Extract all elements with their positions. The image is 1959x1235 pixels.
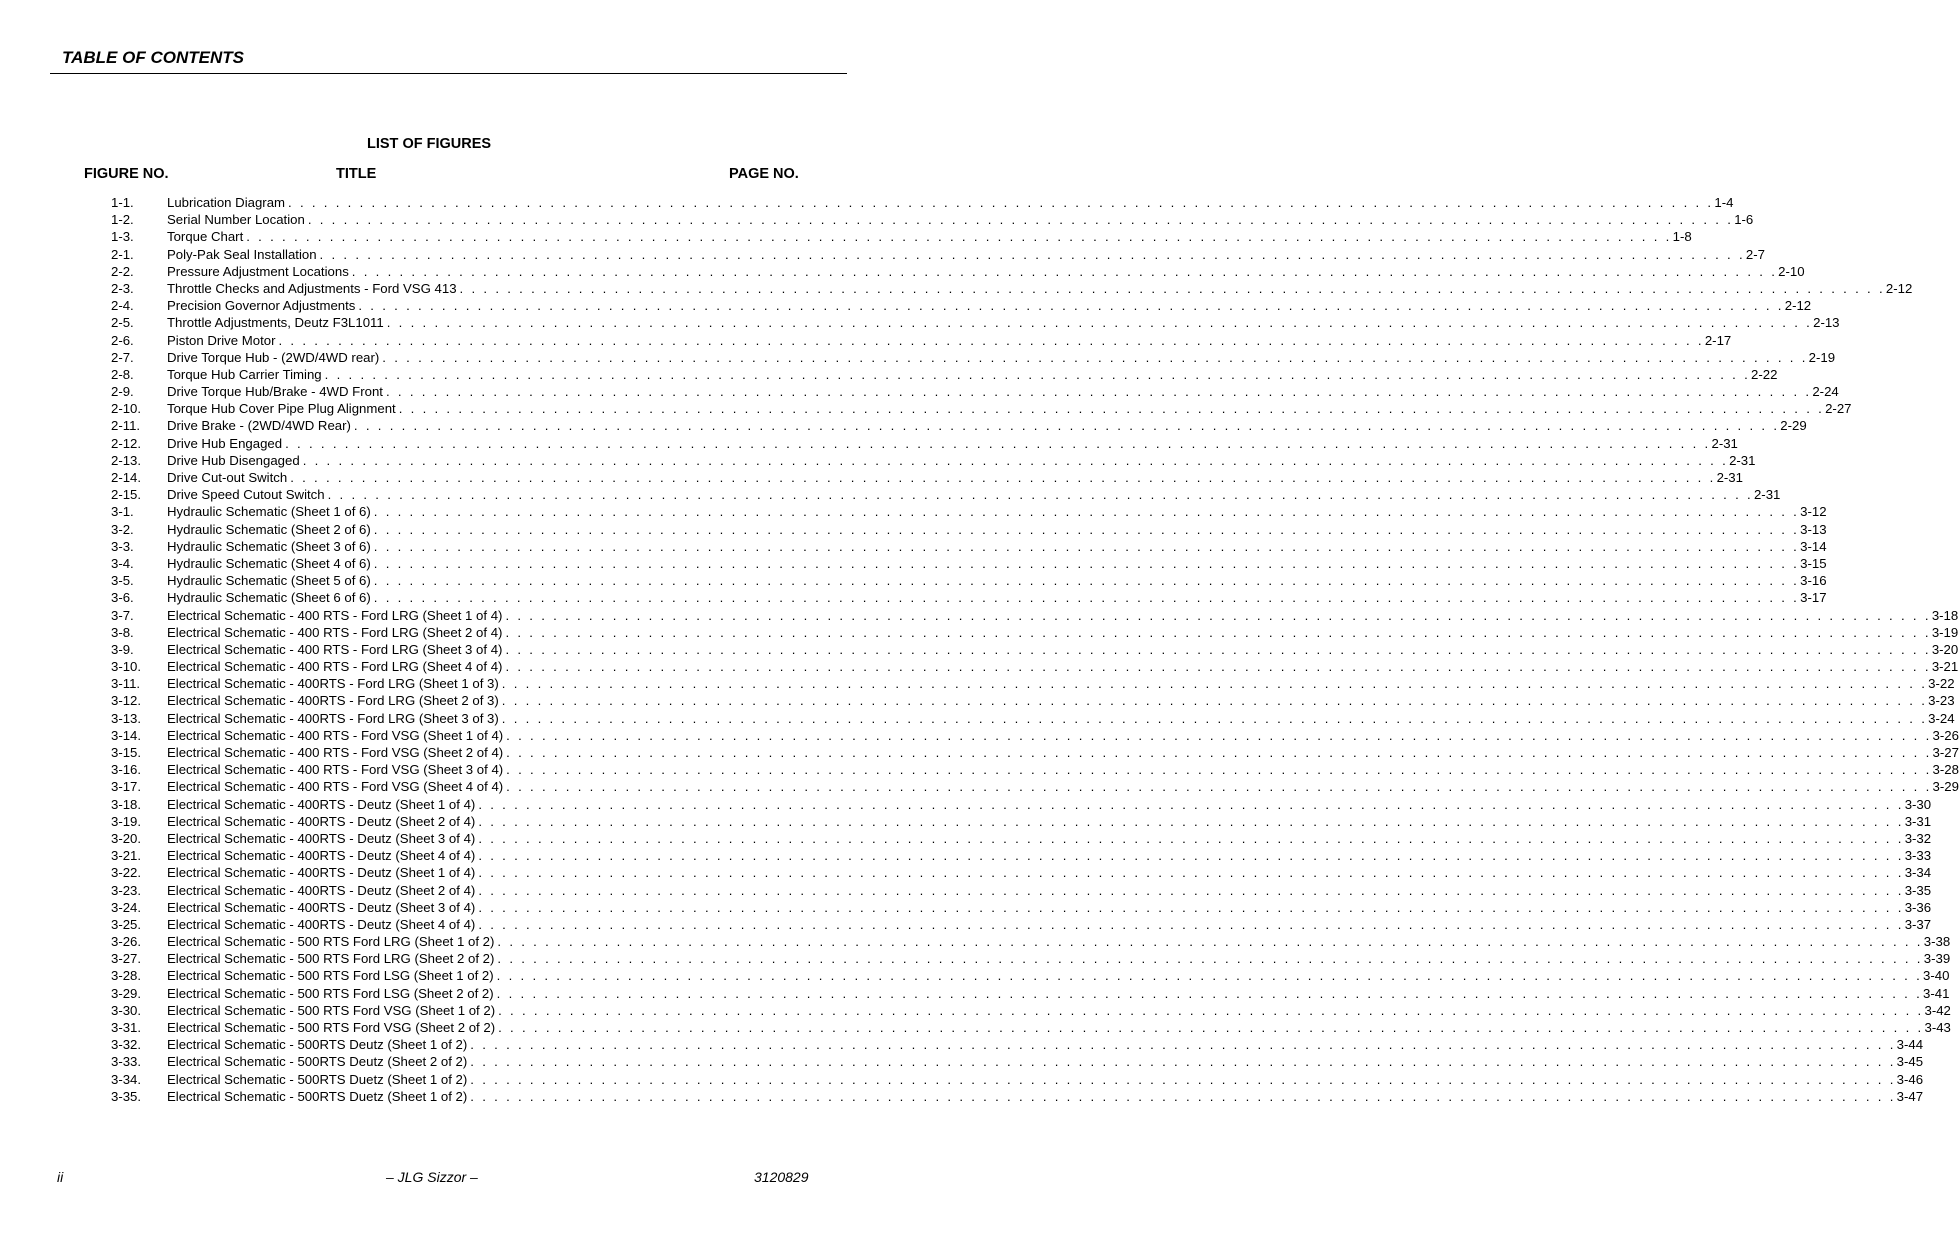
figure-title: Electrical Schematic - 500RTS Duetz (Sheet 1 of 2) xyxy=(167,1071,468,1087)
figure-title: Electrical Schematic - 400RTS - Deutz (Sheet 3 of 4) xyxy=(167,830,476,846)
list-item xyxy=(111,366,1778,383)
figure-number: 3-5. xyxy=(111,573,134,589)
figure-title: Electrical Schematic - 400RTS - Deutz (Sheet 4 of 4) xyxy=(167,916,476,932)
list-item xyxy=(111,486,1781,503)
dot-leader: . . . . . . . . . . . . . . . . . . . . . . . . . . . . . . . . . . . . . . . . . . . . . . . . . . . . . . . . . . . . . . . . . . . . . . . . . . . . . . . . . . . . . . . . . . . . . . . . . . . . . . . . . . . . . . . . . . . . . . . . xyxy=(288,195,1714,210)
figure-number: 2-12. xyxy=(111,435,142,451)
dot-leader: . . . . . . . . . . . . . . . . . . . . . . . . . . . . . . . . . . . . . . . . . . . . . . . . . . . . . . . . . . . . . . . . . . . . . . . . . . . . . . . . . . . . . . . . . . . . . . . . . . . . . . . . . . . . . . . . . . . . . . . . xyxy=(459,280,1885,296)
page-number: 3-23 xyxy=(1928,693,1955,709)
list-item xyxy=(111,538,1827,555)
dot-leader: . . . . . . . . . . . . . . . . . . . . . . . . . . . . . . . . . . . . . . . . . . . . . . . . . . . . . . . . . . . . . . . . . . . . . . . . . . . . . . . . . . . . . . . . . . . . . . . . . . . . . . . . . . . . . . . . . . . . . . . . xyxy=(506,745,1932,760)
page-number: 2-24 xyxy=(1812,384,1839,400)
dot-leader: . . . . . . . . . . . . . . . . . . . . . . . . . . . . . . . . . . . . . . . . . . . . . . . . . . . . . . . . . . . . . . . . . . . . . . . . . . . . . . . . . . . . . . . . . . . . . . . . . . . . . . . . . . . . . . . . . . . . . . . . xyxy=(470,1088,1896,1104)
page-number: 3-43 xyxy=(1924,1020,1951,1035)
dot-leader: . . . . . . . . . . . . . . . . . . . . . . . . . . . . . . . . . . . . . . . . . . . . . . . . . . . . . . . . . . . . . . . . . . . . . . . . . . . . . . . . . . . . . . . . . . . . . . . . . . . . . . . . . . . . . . . . . . . . . . . . xyxy=(324,366,1751,382)
page-number: 2-10 xyxy=(1778,263,1805,279)
figure-title: Electrical Schematic - 500RTS Deutz (Sheet 2 of 2) xyxy=(167,1054,468,1070)
list-title: LIST OF FIGURES xyxy=(367,136,492,152)
list-item xyxy=(111,658,1959,675)
figure-title: Electrical Schematic - 400RTS - Deutz (Sheet 2 of 4) xyxy=(167,813,476,829)
page-number: 3-24 xyxy=(1928,710,1955,726)
list-item xyxy=(111,813,1932,830)
page-number: 3-42 xyxy=(1924,1002,1951,1018)
footer-page-number: ii xyxy=(57,1169,64,1185)
dot-leader: . . . . . . . . . . . . . . . . . . . . . . . . . . . . . . . . . . . . . . . . . . . . . . . . . . . . . . . . . . . . . . . . . . . . . . . . . . . . . . . . . . . . . . . . . . . . . . . . . . . . . . . . . . . . . . . . . . . . . . . . xyxy=(497,934,1923,950)
list-item xyxy=(111,246,1765,263)
dot-leader: . . . . . . . . . . . . . . . . . . . . . . . . . . . . . . . . . . . . . . . . . . . . . . . . . . . . . . . . . . . . . . . . . . . . . . . . . . . . . . . . . . . . . . . . . . . . . . . . . . . . . . . . . . . . . . . . . . . . . . . . xyxy=(496,968,1923,984)
figure-title: Hydraulic Schematic (Sheet 3 of 6) xyxy=(167,538,371,554)
figure-title: Hydraulic Schematic (Sheet 4 of 6) xyxy=(167,555,371,571)
dot-leader: . . . . . . . . . . . . . . . . . . . . . . . . . . . . . . . . . . . . . . . . . . . . . . . . . . . . . . . . . . . . . . . . . . . . . . . . . . . . . . . . . . . . . . . . . . . . . . . . . . . . . . . . . . . . . . . . . . . . . . . . xyxy=(505,607,1931,623)
figure-title: Electrical Schematic - 400 RTS - Ford LRG (Sheet 3 of 4) xyxy=(167,641,503,657)
figure-number: 3-30. xyxy=(111,1002,142,1018)
list-item xyxy=(111,572,1827,589)
page-number: 3-21 xyxy=(1931,659,1959,675)
figure-number: 3-3. xyxy=(111,538,134,554)
page-number: 2-22 xyxy=(1751,366,1778,382)
page-number: 3-31 xyxy=(1904,813,1932,829)
dot-leader: . . . . . . . . . . . . . . . . . . . . . . . . . . . . . . . . . . . . . . . . . . . . . . . . . . . . . . . . . . . . . . . . . . . . . . . . . . . . . . . . . . . . . . . . . . . . . . . . . . . . . . . . . . . . . . . . . . . . . . . . xyxy=(373,521,1800,537)
figure-title: Throttle Adjustments, Deutz F3L1011 xyxy=(167,315,384,331)
figure-title: Electrical Schematic - 400 RTS - Ford VSG (Sheet 1 of 4) xyxy=(167,727,504,743)
dot-leader: . . . . . . . . . . . . . . . . . . . . . . . . . . . . . . . . . . . . . . . . . . . . . . . . . . . . . . . . . . . . . . . . . . . . . . . . . . . . . . . . . . . . . . . . . . . . . . . . . . . . . . . . . . . . . . . . . . . . . . . . xyxy=(498,1020,1924,1035)
list-item xyxy=(111,641,1959,658)
dot-leader: . . . . . . . . . . . . . . . . . . . . . . . . . . . . . . . . . . . . . . . . . . . . . . . . . . . . . . . . . . . . . . . . . . . . . . . . . . . . . . . . . . . . . . . . . . . . . . . . . . . . . . . . . . . . . . . . . . . . . . . . xyxy=(505,659,1931,675)
figure-number: 3-27. xyxy=(111,951,142,967)
list-item xyxy=(111,916,1932,933)
list-item xyxy=(111,692,1955,709)
dot-leader: . . . . . . . . . . . . . . . . . . . . . . . . . . . . . . . . . . . . . . . . . . . . . . . . . . . . . . . . . . . . . . . . . . . . . . . . . . . . . . . . . . . . . . . . . . . . . . . . . . . . . . . . . . . . . . . . . . . . . . . . xyxy=(386,315,1813,331)
list-item xyxy=(111,332,1732,349)
figure-title: Hydraulic Schematic (Sheet 5 of 6) xyxy=(167,573,371,589)
list-item xyxy=(111,830,1932,847)
figure-number: 3-28. xyxy=(111,968,142,984)
list-item xyxy=(111,452,1756,469)
dot-leader: . . . . . . . . . . . . . . . . . . . . . . . . . . . . . . . . . . . . . . . . . . . . . . . . . . . . . . . . . . . . . . . . . . . . . . . . . . . . . . . . . . . . . . . . . . . . . . . . . . . . . . . . . . . . . . . . . . . . . . . . xyxy=(373,538,1800,554)
figure-number: 3-22. xyxy=(111,865,142,881)
figure-title: Electrical Schematic - 500 RTS Ford LSG (Sheet 1 of 2) xyxy=(167,968,494,984)
page-number: 2-27 xyxy=(1825,401,1852,417)
dot-leader: . . . . . . . . . . . . . . . . . . . . . . . . . . . . . . . . . . . . . . . . . . . . . . . . . . . . . . . . . . . . . . . . . . . . . . . . . . . . . . . . . . . . . . . . . . . . . . . . . . . . . . . . . . . . . . . . . . . . . . . . xyxy=(478,848,1904,864)
list-item xyxy=(111,521,1827,538)
list-item xyxy=(111,727,1959,744)
figure-number: 1-3. xyxy=(111,229,134,245)
figure-title: Hydraulic Schematic (Sheet 6 of 6) xyxy=(167,590,371,606)
list-item xyxy=(111,589,1827,606)
dot-leader: . . . . . . . . . . . . . . . . . . . . . . . . . . . . . . . . . . . . . . . . . . . . . . . . . . . . . . . . . . . . . . . . . . . . . . . . . . . . . . . . . . . . . . . . . . . . . . . . . . . . . . . . . . . . . . . . . . . . . . . . xyxy=(373,590,1800,606)
figure-title: Electrical Schematic - 400 RTS - Ford LRG (Sheet 1 of 4) xyxy=(167,607,503,623)
figure-number: 2-10. xyxy=(111,401,142,417)
figure-number: 2-3. xyxy=(111,280,134,296)
figure-title: Torque Hub Carrier Timing xyxy=(167,366,322,382)
list-item xyxy=(111,469,1743,486)
list-item xyxy=(111,211,1754,228)
figure-title: Electrical Schematic - 400RTS - Ford LRG (Sheet 3 of 3) xyxy=(167,710,499,726)
page-number: 3-27 xyxy=(1932,745,1959,760)
figure-title: Torque Hub Cover Pipe Plug Alignment xyxy=(167,401,396,417)
figure-number: 3-12. xyxy=(111,693,142,709)
dot-leader: . . . . . . . . . . . . . . . . . . . . . . . . . . . . . . . . . . . . . . . . . . . . . . . . . . . . . . . . . . . . . . . . . . . . . . . . . . . . . . . . . . . . . . . . . . . . . . . . . . . . . . . . . . . . . . . . . . . . . . . . xyxy=(496,985,1923,1001)
list-item xyxy=(111,417,1807,434)
figure-title: Drive Brake - (2WD/4WD Rear) xyxy=(167,418,351,434)
figure-title: Serial Number Location xyxy=(167,212,305,228)
dot-leader: . . . . . . . . . . . . . . . . . . . . . . . . . . . . . . . . . . . . . . . . . . . . . . . . . . . . . . . . . . . . . . . . . . . . . . . . . . . . . . . . . . . . . . . . . . . . . . . . . . . . . . . . . . . . . . . . . . . . . . . . xyxy=(501,693,1928,709)
dot-leader: . . . . . . . . . . . . . . . . . . . . . . . . . . . . . . . . . . . . . . . . . . . . . . . . . . . . . . . . . . . . . . . . . . . . . . . . . . . . . . . . . . . . . . . . . . . . . . . . . . . . . . . . . . . . . . . . . . . . . . . . xyxy=(290,470,1716,485)
list-item xyxy=(111,280,1913,297)
figure-title: Electrical Schematic - 500 RTS Ford LRG (Sheet 1 of 2) xyxy=(167,934,495,950)
figure-number: 2-7. xyxy=(111,349,134,365)
dot-leader: . . . . . . . . . . . . . . . . . . . . . . . . . . . . . . . . . . . . . . . . . . . . . . . . . . . . . . . . . . . . . . . . . . . . . . . . . . . . . . . . . . . . . . . . . . . . . . . . . . . . . . . . . . . . . . . . . . . . . . . . xyxy=(470,1071,1896,1087)
dot-leader: . . . . . . . . . . . . . . . . . . . . . . . . . . . . . . . . . . . . . . . . . . . . . . . . . . . . . . . . . . . . . . . . . . . . . . . . . . . . . . . . . . . . . . . . . . . . . . . . . . . . . . . . . . . . . . . . . . . . . . . . xyxy=(498,1002,1924,1018)
figure-title: Drive Cut-out Switch xyxy=(167,470,288,485)
page-number: 3-13 xyxy=(1800,521,1827,537)
list-item xyxy=(111,194,1734,211)
dot-leader: . . . . . . . . . . . . . . . . . . . . . . . . . . . . . . . . . . . . . . . . . . . . . . . . . . . . . . . . . . . . . . . . . . . . . . . . . . . . . . . . . . . . . . . . . . . . . . . . . . . . . . . . . . . . . . . . . . . . . . . . xyxy=(278,332,1704,348)
list-item xyxy=(111,744,1959,761)
dot-leader: . . . . . . . . . . . . . . . . . . . . . . . . . . . . . . . . . . . . . . . . . . . . . . . . . . . . . . . . . . . . . . . . . . . . . . . . . . . . . . . . . . . . . . . . . . . . . . . . . . . . . . . . . . . . . . . . . . . . . . . . xyxy=(319,246,1745,262)
figure-title: Electrical Schematic - 400 RTS - Ford VSG (Sheet 2 of 4) xyxy=(167,745,504,760)
figure-number: 2-9. xyxy=(111,384,134,400)
list-item xyxy=(111,899,1932,916)
dot-leader: . . . . . . . . . . . . . . . . . . . . . . . . . . . . . . . . . . . . . . . . . . . . . . . . . . . . . . . . . . . . . . . . . . . . . . . . . . . . . . . . . . . . . . . . . . . . . . . . . . . . . . . . . . . . . . . . . . . . . . . . xyxy=(373,504,1800,520)
list-item xyxy=(111,675,1955,692)
list-item xyxy=(111,882,1932,899)
page-number: 3-44 xyxy=(1896,1037,1924,1053)
page-number: 2-12 xyxy=(1885,280,1913,296)
figure-title: Electrical Schematic - 500 RTS Ford VSG (Sheet 2 of 2) xyxy=(167,1020,496,1035)
page-number: 2-31 xyxy=(1716,470,1743,485)
list-item xyxy=(111,847,1932,864)
list-item xyxy=(111,933,1951,950)
page-header-title: TABLE OF CONTENTS xyxy=(62,48,244,67)
figure-number: 3-23. xyxy=(111,882,142,898)
column-header-title: TITLE xyxy=(336,166,377,182)
page-number: 3-16 xyxy=(1800,573,1827,589)
dot-leader: . . . . . . . . . . . . . . . . . . . . . . . . . . . . . . . . . . . . . . . . . . . . . . . . . . . . . . . . . . . . . . . . . . . . . . . . . . . . . . . . . . . . . . . . . . . . . . . . . . . . . . . . . . . . . . . . . . . . . . . . xyxy=(478,830,1904,846)
list-item xyxy=(111,555,1827,572)
list-item xyxy=(111,778,1959,795)
figure-number: 3-33. xyxy=(111,1054,142,1070)
list-item xyxy=(111,864,1932,881)
figure-number: 3-14. xyxy=(111,727,142,743)
figure-list xyxy=(111,194,1959,1105)
figure-number: 2-13. xyxy=(111,452,142,468)
page-number: 3-38 xyxy=(1923,934,1951,950)
figure-number: 3-13. xyxy=(111,710,142,726)
figure-number: 3-6. xyxy=(111,590,134,606)
page-number: 1-4 xyxy=(1714,195,1734,210)
dot-leader: . . . . . . . . . . . . . . . . . . . . . . . . . . . . . . . . . . . . . . . . . . . . . . . . . . . . . . . . . . . . . . . . . . . . . . . . . . . . . . . . . . . . . . . . . . . . . . . . . . . . . . . . . . . . . . . . . . . . . . . . xyxy=(478,865,1904,881)
page-number: 2-13 xyxy=(1813,315,1840,331)
dot-leader: . . . . . . . . . . . . . . . . . . . . . . . . . . . . . . . . . . . . . . . . . . . . . . . . . . . . . . . . . . . . . . . . . . . . . . . . . . . . . . . . . . . . . . . . . . . . . . . . . . . . . . . . . . . . . . . . . . . . . . . . xyxy=(501,676,1928,692)
figure-title: Electrical Schematic - 400RTS - Deutz (Sheet 1 of 4) xyxy=(167,865,476,881)
list-item xyxy=(111,1002,1951,1019)
page-number: 3-19 xyxy=(1931,624,1959,640)
figure-title: Electrical Schematic - 400 RTS - Ford VSG (Sheet 4 of 4) xyxy=(167,779,504,795)
dot-leader: . . . . . . . . . . . . . . . . . . . . . . . . . . . . . . . . . . . . . . . . . . . . . . . . . . . . . . . . . . . . . . . . . . . . . . . . . . . . . . . . . . . . . . . . . . . . . . . . . . . . . . . . . . . . . . . . . . . . . . . . xyxy=(506,779,1932,795)
list-item xyxy=(111,967,1950,984)
figure-number: 3-32. xyxy=(111,1037,142,1053)
page-number: 2-7 xyxy=(1745,246,1765,262)
page-number: 3-45 xyxy=(1896,1054,1924,1070)
list-item xyxy=(111,1036,1924,1053)
dot-leader: . . . . . . . . . . . . . . . . . . . . . . . . . . . . . . . . . . . . . . . . . . . . . . . . . . . . . . . . . . . . . . . . . . . . . . . . . . . . . . . . . . . . . . . . . . . . . . . . . . . . . . . . . . . . . . . . . . . . . . . . xyxy=(501,710,1928,726)
page-number: 2-31 xyxy=(1753,487,1781,503)
figure-title: Lubrication Diagram xyxy=(167,195,286,210)
list-item xyxy=(111,796,1932,813)
list-item xyxy=(111,950,1951,967)
figure-number: 2-14. xyxy=(111,470,142,485)
list-item xyxy=(111,607,1959,624)
figure-title: Electrical Schematic - 500 RTS Ford VSG (Sheet 1 of 2) xyxy=(167,1002,496,1018)
list-item xyxy=(111,349,1836,366)
dot-leader: . . . . . . . . . . . . . . . . . . . . . . . . . . . . . . . . . . . . . . . . . . . . . . . . . . . . . . . . . . . . . . . . . . . . . . . . . . . . . . . . . . . . . . . . . . . . . . . . . . . . . . . . . . . . . . . . . . . . . . . . xyxy=(505,624,1931,640)
page-number: 3-46 xyxy=(1896,1071,1924,1087)
figure-number: 3-31. xyxy=(111,1020,142,1035)
figure-number: 3-11. xyxy=(111,676,141,692)
dot-leader: . . . . . . . . . . . . . . . . . . . . . . . . . . . . . . . . . . . . . . . . . . . . . . . . . . . . . . . . . . . . . . . . . . . . . . . . . . . . . . . . . . . . . . . . . . . . . . . . . . . . . . . . . . . . . . . . . . . . . . . . xyxy=(478,899,1904,915)
page-number: 1-8 xyxy=(1672,229,1692,245)
dot-leader: . . . . . . . . . . . . . . . . . . . . . . . . . . . . . . . . . . . . . . . . . . . . . . . . . . . . . . . . . . . . . . . . . . . . . . . . . . . . . . . . . . . . . . . . . . . . . . . . . . . . . . . . . . . . . . . . . . . . . . . . xyxy=(327,487,1753,503)
figure-title: Electrical Schematic - 400 RTS - Ford LRG (Sheet 4 of 4) xyxy=(167,659,503,675)
list-item xyxy=(111,383,1839,400)
page-number: 3-36 xyxy=(1904,899,1932,915)
page-number: 3-40 xyxy=(1923,968,1950,984)
page-number: 3-22 xyxy=(1928,676,1955,692)
page-number: 3-18 xyxy=(1931,607,1959,623)
dot-leader: . . . . . . . . . . . . . . . . . . . . . . . . . . . . . . . . . . . . . . . . . . . . . . . . . . . . . . . . . . . . . . . . . . . . . . . . . . . . . . . . . . . . . . . . . . . . . . . . . . . . . . . . . . . . . . . . . . . . . . . . xyxy=(478,813,1904,829)
page-number: 2-31 xyxy=(1729,452,1756,468)
figure-title: Electrical Schematic - 500 RTS Ford LRG (Sheet 2 of 2) xyxy=(167,951,495,967)
list-item xyxy=(111,297,1812,314)
figure-number: 3-8. xyxy=(111,624,134,640)
list-item xyxy=(111,1088,1924,1105)
footer-document-number: 3120829 xyxy=(754,1169,809,1185)
page-number: 3-39 xyxy=(1923,951,1951,967)
figure-number: 2-4. xyxy=(111,298,134,314)
figure-number: 2-8. xyxy=(111,366,134,382)
figure-title: Electrical Schematic - 400 RTS - Ford VSG (Sheet 3 of 4) xyxy=(167,762,504,778)
page-number: 2-17 xyxy=(1704,332,1732,348)
figure-number: 3-7. xyxy=(111,607,134,623)
page-number: 3-33 xyxy=(1904,848,1932,864)
figure-number: 3-9. xyxy=(111,641,134,657)
list-item xyxy=(111,503,1827,520)
page-number: 3-32 xyxy=(1904,830,1932,846)
list-item xyxy=(111,1071,1924,1088)
figure-number: 3-29. xyxy=(111,985,142,1001)
page-number: 3-41 xyxy=(1923,985,1950,1001)
figure-number: 3-4. xyxy=(111,555,134,571)
dot-leader: . . . . . . . . . . . . . . . . . . . . . . . . . . . . . . . . . . . . . . . . . . . . . . . . . . . . . . . . . . . . . . . . . . . . . . . . . . . . . . . . . . . . . . . . . . . . . . . . . . . . . . . . . . . . . . . . . . . . . . . . xyxy=(382,349,1808,365)
dot-leader: . . . . . . . . . . . . . . . . . . . . . . . . . . . . . . . . . . . . . . . . . . . . . . . . . . . . . . . . . . . . . . . . . . . . . . . . . . . . . . . . . . . . . . . . . . . . . . . . . . . . . . . . . . . . . . . . . . . . . . . . xyxy=(398,401,1825,417)
list-item xyxy=(111,1019,1951,1036)
list-item xyxy=(111,761,1959,778)
page-number: 3-20 xyxy=(1931,641,1959,657)
list-item xyxy=(111,314,1840,331)
dot-leader: . . . . . . . . . . . . . . . . . . . . . . . . . . . . . . . . . . . . . . . . . . . . . . . . . . . . . . . . . . . . . . . . . . . . . . . . . . . . . . . . . . . . . . . . . . . . . . . . . . . . . . . . . . . . . . . . . . . . . . . . xyxy=(246,229,1672,245)
figure-title: Electrical Schematic - 400RTS - Ford LRG (Sheet 1 of 3) xyxy=(167,676,499,692)
dot-leader: . . . . . . . . . . . . . . . . . . . . . . . . . . . . . . . . . . . . . . . . . . . . . . . . . . . . . . . . . . . . . . . . . . . . . . . . . . . . . . . . . . . . . . . . . . . . . . . . . . . . . . . . . . . . . . . . . . . . . . . . xyxy=(478,916,1904,932)
page-number: 3-30 xyxy=(1904,796,1932,812)
figure-number: 3-1. xyxy=(111,504,134,520)
page-number: 2-19 xyxy=(1808,349,1836,365)
figure-number: 3-18. xyxy=(111,796,142,812)
footer-manual-title: – JLG Sizzor – xyxy=(386,1169,478,1185)
dot-leader: . . . . . . . . . . . . . . . . . . . . . . . . . . . . . . . . . . . . . . . . . . . . . . . . . . . . . . . . . . . . . . . . . . . . . . . . . . . . . . . . . . . . . . . . . . . . . . . . . . . . . . . . . . . . . . . . . . . . . . . . xyxy=(470,1054,1896,1070)
figure-title: Electrical Schematic - 400 RTS - Ford LRG (Sheet 2 of 4) xyxy=(167,624,503,640)
list-item xyxy=(111,985,1950,1002)
list-item xyxy=(111,435,1738,452)
figure-title: Throttle Checks and Adjustments - Ford VSG 413 xyxy=(167,280,457,296)
figure-title: Poly-Pak Seal Installation xyxy=(167,246,317,262)
figure-number: 2-6. xyxy=(111,332,134,348)
dot-leader: . . . . . . . . . . . . . . . . . . . . . . . . . . . . . . . . . . . . . . . . . . . . . . . . . . . . . . . . . . . . . . . . . . . . . . . . . . . . . . . . . . . . . . . . . . . . . . . . . . . . . . . . . . . . . . . . . . . . . . . . xyxy=(497,951,1923,967)
page-number: 2-29 xyxy=(1780,418,1807,434)
figure-title: Electrical Schematic - 400RTS - Ford LRG (Sheet 2 of 3) xyxy=(167,693,499,709)
header-divider xyxy=(50,73,847,74)
figure-number: 2-11. xyxy=(111,418,141,434)
column-header-figure: FIGURE NO. xyxy=(84,166,169,182)
figure-number: 2-1. xyxy=(111,246,134,262)
page-number: 3-17 xyxy=(1800,590,1827,606)
page-number: 3-15 xyxy=(1800,555,1827,571)
dot-leader: . . . . . . . . . . . . . . . . . . . . . . . . . . . . . . . . . . . . . . . . . . . . . . . . . . . . . . . . . . . . . . . . . . . . . . . . . . . . . . . . . . . . . . . . . . . . . . . . . . . . . . . . . . . . . . . . . . . . . . . . xyxy=(302,452,1729,468)
page-number: 3-14 xyxy=(1800,538,1827,554)
page-number: 3-28 xyxy=(1932,762,1959,778)
list-item xyxy=(111,710,1955,727)
figure-number: 2-2. xyxy=(111,263,134,279)
figure-title: Electrical Schematic - 400RTS - Deutz (Sheet 3 of 4) xyxy=(167,899,476,915)
figure-number: 3-24. xyxy=(111,899,142,915)
page-number: 2-31 xyxy=(1711,435,1738,451)
figure-title: Drive Torque Hub - (2WD/4WD rear) xyxy=(167,349,380,365)
figure-title: Piston Drive Motor xyxy=(167,332,276,348)
dot-leader: . . . . . . . . . . . . . . . . . . . . . . . . . . . . . . . . . . . . . . . . . . . . . . . . . . . . . . . . . . . . . . . . . . . . . . . . . . . . . . . . . . . . . . . . . . . . . . . . . . . . . . . . . . . . . . . . . . . . . . . . xyxy=(353,418,1780,434)
figure-number: 1-1. xyxy=(111,195,134,210)
figure-title: Drive Speed Cutout Switch xyxy=(167,487,325,503)
figure-number: 3-21. xyxy=(111,848,142,864)
figure-title: Electrical Schematic - 500 RTS Ford LSG (Sheet 2 of 2) xyxy=(167,985,494,1001)
dot-leader: . . . . . . . . . . . . . . . . . . . . . . . . . . . . . . . . . . . . . . . . . . . . . . . . . . . . . . . . . . . . . . . . . . . . . . . . . . . . . . . . . . . . . . . . . . . . . . . . . . . . . . . . . . . . . . . . . . . . . . . . xyxy=(351,263,1778,279)
dot-leader: . . . . . . . . . . . . . . . . . . . . . . . . . . . . . . . . . . . . . . . . . . . . . . . . . . . . . . . . . . . . . . . . . . . . . . . . . . . . . . . . . . . . . . . . . . . . . . . . . . . . . . . . . . . . . . . . . . . . . . . . xyxy=(385,384,1812,400)
dot-leader: . . . . . . . . . . . . . . . . . . . . . . . . . . . . . . . . . . . . . . . . . . . . . . . . . . . . . . . . . . . . . . . . . . . . . . . . . . . . . . . . . . . . . . . . . . . . . . . . . . . . . . . . . . . . . . . . . . . . . . . . xyxy=(506,727,1932,743)
figure-title: Electrical Schematic - 500RTS Deutz (Sheet 1 of 2) xyxy=(167,1037,468,1053)
figure-title: Electrical Schematic - 400RTS - Deutz (Sheet 1 of 4) xyxy=(167,796,476,812)
page-number: 1-6 xyxy=(1734,212,1754,228)
dot-leader: . . . . . . . . . . . . . . . . . . . . . . . . . . . . . . . . . . . . . . . . . . . . . . . . . . . . . . . . . . . . . . . . . . . . . . . . . . . . . . . . . . . . . . . . . . . . . . . . . . . . . . . . . . . . . . . . . . . . . . . . xyxy=(358,298,1784,314)
figure-number: 3-15. xyxy=(111,745,142,760)
column-header-page: PAGE NO. xyxy=(729,166,799,182)
dot-leader: . . . . . . . . . . . . . . . . . . . . . . . . . . . . . . . . . . . . . . . . . . . . . . . . . . . . . . . . . . . . . . . . . . . . . . . . . . . . . . . . . . . . . . . . . . . . . . . . . . . . . . . . . . . . . . . . . . . . . . . . xyxy=(470,1037,1896,1053)
figure-number: 3-2. xyxy=(111,521,134,537)
dot-leader: . . . . . . . . . . . . . . . . . . . . . . . . . . . . . . . . . . . . . . . . . . . . . . . . . . . . . . . . . . . . . . . . . . . . . . . . . . . . . . . . . . . . . . . . . . . . . . . . . . . . . . . . . . . . . . . . . . . . . . . . xyxy=(478,796,1904,812)
list-item xyxy=(111,1053,1924,1070)
page-number: 3-47 xyxy=(1896,1088,1924,1104)
figure-title: Electrical Schematic - 400RTS - Deutz (Sheet 2 of 4) xyxy=(167,882,476,898)
figure-number: 3-16. xyxy=(111,762,142,778)
figure-title: Torque Chart xyxy=(167,229,244,245)
page-number: 3-29 xyxy=(1932,779,1959,795)
page-number: 3-35 xyxy=(1904,882,1932,898)
figure-number: 3-19. xyxy=(111,813,142,829)
page-number: 2-12 xyxy=(1784,298,1812,314)
page-number: 3-37 xyxy=(1904,916,1932,932)
figure-number: 3-10. xyxy=(111,659,142,675)
figure-title: Hydraulic Schematic (Sheet 2 of 6) xyxy=(167,521,371,537)
dot-leader: . . . . . . . . . . . . . . . . . . . . . . . . . . . . . . . . . . . . . . . . . . . . . . . . . . . . . . . . . . . . . . . . . . . . . . . . . . . . . . . . . . . . . . . . . . . . . . . . . . . . . . . . . . . . . . . . . . . . . . . . xyxy=(505,641,1931,657)
list-item xyxy=(111,400,1852,417)
dot-leader: . . . . . . . . . . . . . . . . . . . . . . . . . . . . . . . . . . . . . . . . . . . . . . . . . . . . . . . . . . . . . . . . . . . . . . . . . . . . . . . . . . . . . . . . . . . . . . . . . . . . . . . . . . . . . . . . . . . . . . . . xyxy=(506,762,1932,778)
dot-leader: . . . . . . . . . . . . . . . . . . . . . . . . . . . . . . . . . . . . . . . . . . . . . . . . . . . . . . . . . . . . . . . . . . . . . . . . . . . . . . . . . . . . . . . . . . . . . . . . . . . . . . . . . . . . . . . . . . . . . . . . xyxy=(307,212,1734,228)
dot-leader: . . . . . . . . . . . . . . . . . . . . . . . . . . . . . . . . . . . . . . . . . . . . . . . . . . . . . . . . . . . . . . . . . . . . . . . . . . . . . . . . . . . . . . . . . . . . . . . . . . . . . . . . . . . . . . . . . . . . . . . . xyxy=(373,555,1800,571)
figure-number: 2-5. xyxy=(111,315,134,331)
figure-number: 2-15. xyxy=(111,487,142,503)
figure-title: Electrical Schematic - 400RTS - Deutz (Sheet 4 of 4) xyxy=(167,848,476,864)
figure-title: Hydraulic Schematic (Sheet 1 of 6) xyxy=(167,504,371,520)
page-number: 3-12 xyxy=(1800,504,1827,520)
page-number: 3-34 xyxy=(1904,865,1932,881)
figure-number: 3-35. xyxy=(111,1088,142,1104)
figure-title: Pressure Adjustment Locations xyxy=(167,263,349,279)
list-item xyxy=(111,228,1692,245)
figure-title: Drive Torque Hub/Brake - 4WD Front xyxy=(167,384,383,400)
dot-leader: . . . . . . . . . . . . . . . . . . . . . . . . . . . . . . . . . . . . . . . . . . . . . . . . . . . . . . . . . . . . . . . . . . . . . . . . . . . . . . . . . . . . . . . . . . . . . . . . . . . . . . . . . . . . . . . . . . . . . . . . xyxy=(285,435,1711,451)
figure-number: 3-20. xyxy=(111,830,142,846)
figure-number: 3-26. xyxy=(111,934,142,950)
dot-leader: . . . . . . . . . . . . . . . . . . . . . . . . . . . . . . . . . . . . . . . . . . . . . . . . . . . . . . . . . . . . . . . . . . . . . . . . . . . . . . . . . . . . . . . . . . . . . . . . . . . . . . . . . . . . . . . . . . . . . . . . xyxy=(373,573,1800,589)
figure-number: 1-2. xyxy=(111,212,134,228)
page-number: 3-26 xyxy=(1932,727,1959,743)
list-item xyxy=(111,263,1805,280)
figure-number: 3-34. xyxy=(111,1071,142,1087)
figure-title: Drive Hub Engaged xyxy=(167,435,283,451)
figure-title: Precision Governor Adjustments xyxy=(167,298,356,314)
figure-title: Drive Hub Disengaged xyxy=(167,452,300,468)
figure-number: 3-25. xyxy=(111,916,142,932)
dot-leader: . . . . . . . . . . . . . . . . . . . . . . . . . . . . . . . . . . . . . . . . . . . . . . . . . . . . . . . . . . . . . . . . . . . . . . . . . . . . . . . . . . . . . . . . . . . . . . . . . . . . . . . . . . . . . . . . . . . . . . . . xyxy=(478,882,1904,898)
figure-title: Electrical Schematic - 500RTS Duetz (Sheet 1 of 2) xyxy=(167,1088,468,1104)
figure-number: 3-17. xyxy=(111,779,142,795)
list-item xyxy=(111,624,1959,641)
